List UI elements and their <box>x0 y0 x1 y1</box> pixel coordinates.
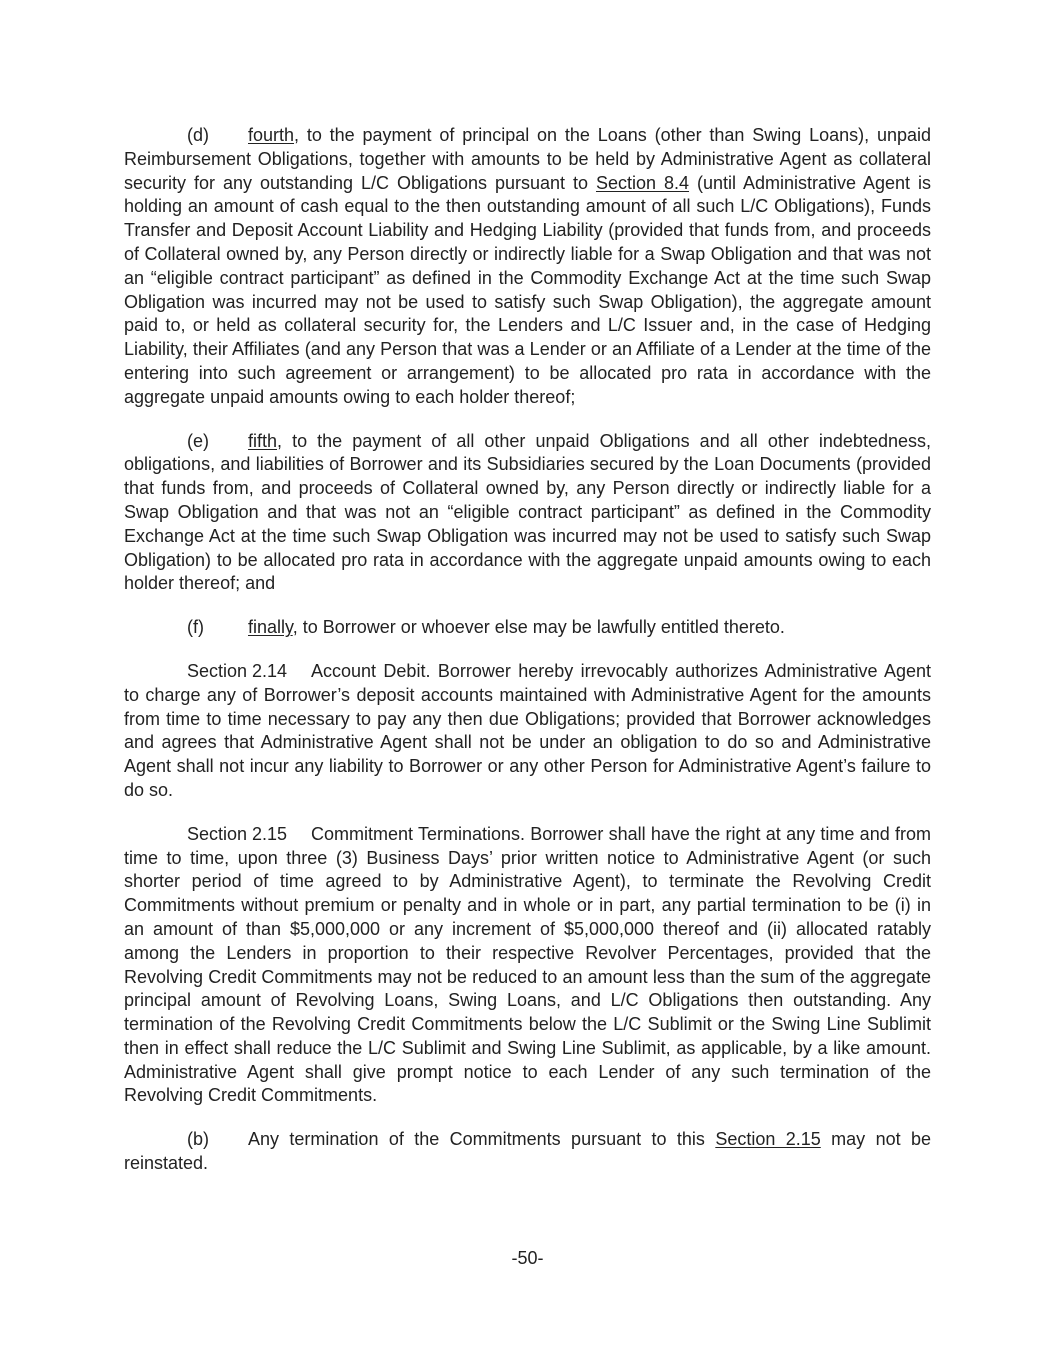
paragraph-e <box>124 430 931 597</box>
section-2-14-title: Account Debit. <box>311 660 431 681</box>
paragraph-d <box>124 124 931 410</box>
paragraph-lead-finally: finally <box>248 617 293 638</box>
section-2-15-reference: Section 2.15 <box>715 1129 821 1150</box>
paragraph-b-text-1: Any termination of the Commitments pursuant to this <box>248 1129 716 1150</box>
paragraph-lead-fifth: fifth <box>248 430 278 451</box>
section-2-15-title: Commitment Terminations. <box>311 823 526 844</box>
page-number: -50- <box>511 1248 544 1268</box>
section-8-4-reference: Section 8.4 <box>595 172 690 193</box>
section-2-14-body: Borrower hereby irrevocably authorizes Administrative Agent to charge any of Borrower’s deposit accounts maintained with Administrative Agent for the amounts from time to time necessary to pay any then due Obligations; provided that Borrower acknowledges and agrees that Administrative Agent shall not be under an obligation to do so and Administrative Agent shall not incur any liability to Borrower or any other Person for Administrative Agent’s failure to do so. <box>124 660 931 800</box>
paragraph-lead-fourth: fourth <box>248 125 295 145</box>
section-2-14-number: Section 2.14 <box>187 660 288 681</box>
section-2-15-number: Section 2.15 <box>187 823 288 844</box>
paragraph-e-text: , to the payment of all other unpaid Obligations and all other indebtedness, obligations, and liabilities of Borrower and its Subsidiaries secured by the Loan Documents (provided that funds from, and proceeds of Collateral owned by, any Person directly or indirectly liable for a Swap Obligation and that was not an “eligible contract participant” as defined in the Commodity Exchange Act at the time such Swap Obligation was incurred may not be used to satisfy such Swap Obligation) to be allocated pro rata in accordance with the aggregate unpaid amounts owing to each holder thereof; and <box>124 430 931 594</box>
paragraph-d-text-2: (until Administrative Agent is holding an amount of cash equal to the then outstanding amount of all such L/C Obligations), Funds Transfer and Deposit Account Liability and Hedging Liability (provided that funds from, and proceeds of Collateral owned by, any Person directly or indirectly liable for a Swap Obligation and that was not an “eligible contract participant” as defined in the Commodity Exchange Act at the time such Swap Obligation was incurred may not be used to satisfy such Swap Obligation), the aggregate amount paid to, or held as collateral security for, the Lenders and L/C Issuer and, in the case of Hedging Liability, their Affiliates (and any Person that was a Lender or an Affiliate of a Lender at the time of the entering into such agreement or arrangement) to be allocated pro rata in accordance with the aggregate unpaid amounts owing to each holder thereof; <box>124 172 931 407</box>
paragraph-f-text: , to Borrower or whoever else may be lawfully entitled thereto. <box>292 617 785 638</box>
paragraph-b <box>124 1128 931 1176</box>
paragraph-f <box>124 616 931 640</box>
paragraph-marker-e: (e) <box>187 430 209 451</box>
section-2-15 <box>124 823 931 1109</box>
document-body <box>124 124 931 1196</box>
paragraph-marker-d: (d) <box>187 125 209 145</box>
paragraph-b-text-2: may not be reinstated. <box>124 1129 932 1174</box>
paragraph-d-text-1: , to the payment of principal on the Loans (other than Swing Loans), unpaid Reimbursement Obligations, together with amounts to be held by Administrative Agent as collateral security for any outstanding L/C Obligations pursuant to <box>124 125 931 193</box>
paragraph-marker-f: (f) <box>187 617 204 638</box>
paragraph-marker-b: (b) <box>187 1129 209 1150</box>
section-2-14 <box>124 660 931 803</box>
section-2-15-body: Borrower shall have the right at any time and from time to time, upon three (3) Business Days’ prior written notice to Administrative Agent (or such shorter period of time agreed to by Administrative Agent), to terminate the Revolving Credit Commitments without premium or penalty and in whole or in part, any partial termination to be (i) in an amount of than $5,000,000 or any increment of $5,000,000 thereof and (ii) allocated ratably among the Lenders in proportion to their respective Revolver Percentages, provided that the Revolving Credit Commitments may not be reduced to an amount less than the sum of the aggregate principal amount of Revolving Loans, Swing Loans, and L/C Obligations then outstanding. Any termination of the Revolving Credit Commitments below the L/C Sublimit or the Swing Line Sublimit then in effect shall reduce the L/C Sublimit and Swing Line Sublimit, as applicable, by a like amount. Administrative Agent shall give prompt notice to each Lender of any such termination of the Revolving Credit Commitments. <box>124 823 931 1106</box>
